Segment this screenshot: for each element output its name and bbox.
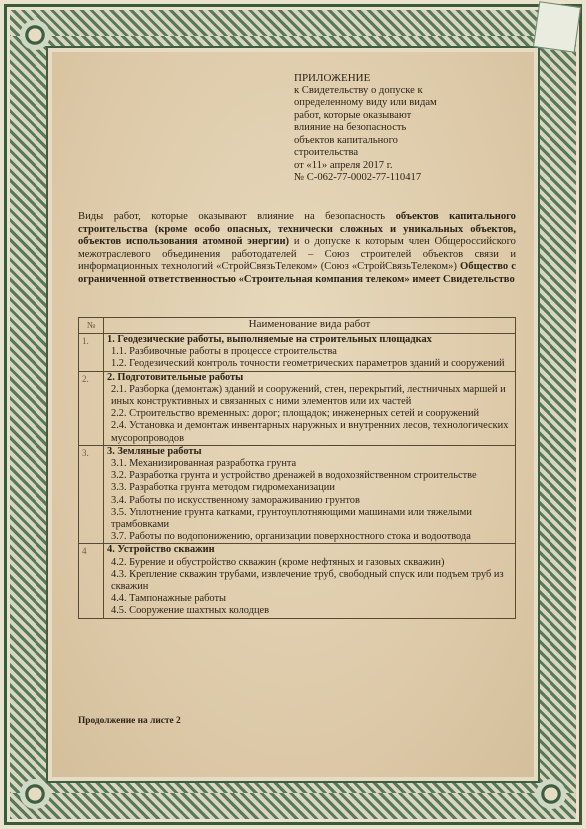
appendix-line: работ, которые оказывают [294,109,412,121]
folded-corner-stamp [533,1,581,52]
appendix-line: от «11» апреля 2017 г. [294,159,393,171]
table-row [79,334,516,372]
appendix-line: влияние на безопасность [294,122,407,133]
table-header-row [79,318,516,334]
work-item: 2.4. Установка и демонтаж инвентарных наружных и внутренних лесов, технологических мусоропроводов [111,420,509,444]
continuation-note: Продолжение на листе 2 [78,716,181,726]
work-item: 4.3. Крепление скважин трубами, извлечение труб, свободный спуск или подъем труб из скважин [111,568,504,593]
work-item: 4.2. Бурение и обустройство скважин (кроме нефтяных и газовых скважин) [111,556,445,568]
works-table [78,317,516,619]
appendix-line: ПРИЛОЖЕНИЕ [294,72,371,84]
section-title: 1. Геодезические работы, выполняемые на строительных площадках [107,334,432,345]
corner-ornament-br [536,779,566,809]
appendix-line: № С-062-77-0002-77-110417 [294,172,422,183]
work-item: 1.2. Геодезический контроль точности геометрических параметров зданий и сооружений [111,358,505,370]
work-item: 3.3. Разработка грунта методом гидромеханизации [111,482,335,494]
work-item: 3.1. Механизированная разработка грунта [111,458,297,470]
table-row [79,544,516,618]
table-row [79,445,516,544]
work-item: 3.7. Работы по водопонижению, организации поверхностного стока и водоотвода [111,531,471,543]
table-row [79,371,516,445]
section-title: 4. Устройство скважин [107,544,215,556]
work-item: 2.1. Разборка (демонтаж) зданий и сооружений, стен, перекрытий, лестничных маршей и иных конструктивных и связанных с ними элементов или их частей [111,383,506,408]
row-number: 1. [79,334,104,372]
appendix-line: определенному виду или видам [294,97,437,108]
section-title: 2. Подготовительные работы [107,371,244,383]
work-item: 3.5. Уплотнение грунта катками, грунтоуплотняющими машинами или тяжелыми трамбовками [111,506,472,531]
corner-ornament-bl [20,779,50,809]
appendix-header [294,72,514,185]
section-cell [104,445,516,544]
corner-ornament-tl [20,20,50,50]
appendix-line: к Свидетельству о допуске к [294,84,423,96]
intro-bold-2: Общество с ограниченной ответственностью «Строительная компания телеком» имеет Свидетельство [78,261,517,285]
appendix-line: строительства [294,147,359,158]
work-item: 1.1. Разбивочные работы в процессе строительства [111,346,337,358]
work-item: 3.4. Работы по искусственному замораживанию грунтов [111,494,360,506]
section-cell [104,334,516,372]
intro-text-1: Виды работ, которые оказывают влияние на безопасность [78,211,396,222]
work-item: 4.4. Тампонажные работы [111,593,226,605]
section-cell [104,544,516,618]
work-item: 4.5. Сооружение шахтных колодцев [111,605,270,617]
row-number: 2. [79,371,104,445]
col-name-header: Наименование вида работ [104,318,516,334]
section-cell [104,371,516,445]
row-number: 4 [79,544,104,618]
col-num-header: № [79,318,104,334]
intro-bold-1: объектов капитального строительства (кроме особо опасных, технически сложных и уникальных объектов, объектов использования атомной энергии) [78,211,516,248]
work-item: 2.2. Строительство временных: дорог; площадок; инженерных сетей и сооружений [111,408,480,420]
work-item: 3.2. Разработка грунта и устройство дренажей в водохозяйственном строительстве [111,470,477,482]
row-number: 3. [79,445,104,544]
section-title: 3. Земляные работы [107,445,202,457]
appendix-line: объектов капитального [294,134,398,146]
intro-text-2: и о допуске к которым член Общероссийского межотраслевого объединения работодателей – Союз строителей объектов связи и информационных технологий «СтройСвязьТелеком» (Союз «СтройСвязьТелеком») [78,236,516,273]
intro-paragraph [78,211,516,287]
